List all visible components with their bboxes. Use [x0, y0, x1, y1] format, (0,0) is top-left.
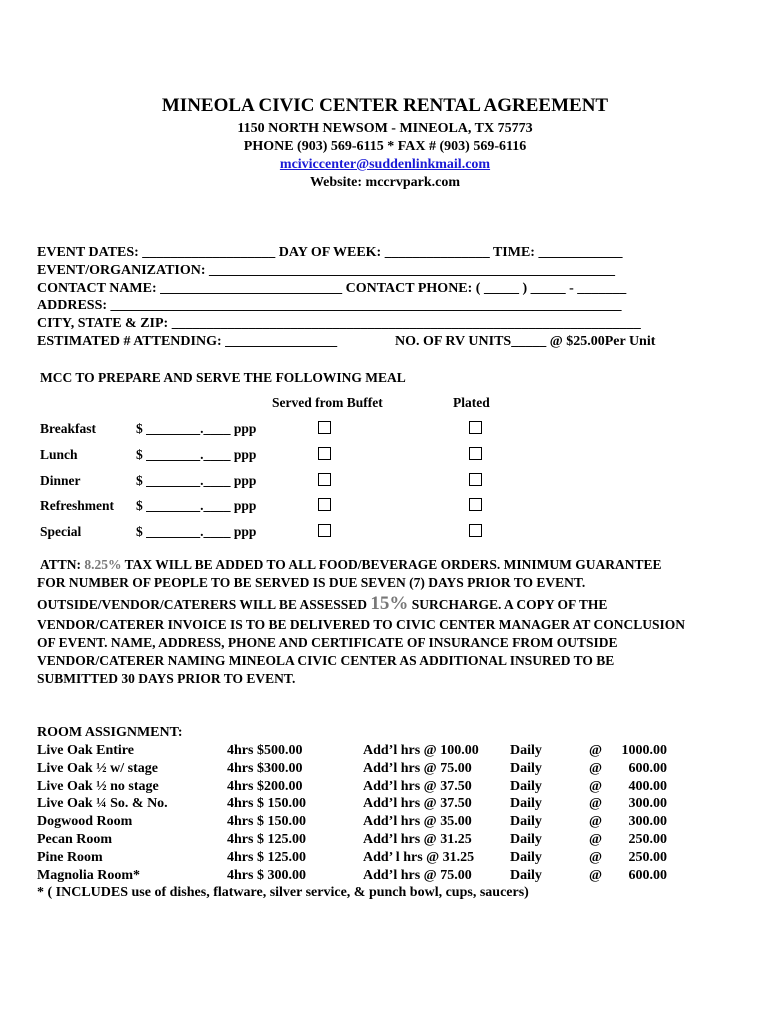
plated-checkbox[interactable]: [469, 421, 482, 434]
room-additional-hours: Add’l hrs @ 75.00: [363, 760, 472, 776]
room-base-rate: 4hrs $200.00: [227, 778, 303, 794]
room-at-symbol: @: [589, 867, 603, 883]
col-plated-header: Plated: [453, 395, 490, 410]
room-base-rate: 4hrs $ 150.00: [227, 796, 306, 812]
room-additional-hours: Add’l hrs @ 75.00: [363, 867, 472, 883]
event-organization-line[interactable]: EVENT/ORGANIZATION: __________________________________________________________: [37, 263, 616, 278]
room-at-symbol: @: [589, 796, 603, 812]
plated-checkbox[interactable]: [469, 524, 482, 537]
room-daily-rate: 250.00: [628, 832, 667, 847]
contact-line[interactable]: CONTACT NAME: __________________________ CONTACT PHONE: ( _____ ) _____ - _______: [37, 281, 627, 296]
header-address: 1150 NORTH NEWSOM - MINEOLA, TX 75773: [237, 121, 533, 136]
col-buffet-header: Served from Buffet: [272, 395, 383, 410]
room-footnote: * ( INCLUDES use of dishes, flatware, silver service, & punch bowl, cups, saucers): [37, 885, 529, 900]
room-additional-hours: Add’l hrs @ 100.00: [363, 743, 479, 758]
notice-line-3-post: SURCHARGE. A COPY OF THE: [411, 597, 608, 612]
estimated-attending-line[interactable]: ESTIMATED # ATTENDING: ________________: [37, 334, 338, 349]
buffet-checkbox[interactable]: [318, 524, 331, 537]
room-name: Pecan Room: [37, 832, 113, 847]
meal-price-field[interactable]: $ ________.____ ppp: [136, 473, 257, 488]
notice-line-7: SUBMITTED 30 DAYS PRIOR TO EVENT.: [37, 671, 296, 686]
room-assignment-heading: ROOM ASSIGNMENT:: [37, 725, 183, 740]
room-daily-label: Daily: [510, 814, 542, 830]
room-base-rate: 4hrs $ 300.00: [227, 867, 306, 883]
meal-row-label: Lunch: [40, 447, 78, 462]
room-base-rate: 4hrs $500.00: [227, 743, 303, 758]
page-title: MINEOLA CIVIC CENTER RENTAL AGREEMENT: [161, 95, 609, 116]
room-base-rate: 4hrs $ 125.00: [227, 849, 306, 865]
room-daily-label: Daily: [510, 832, 542, 847]
room-name: Live Oak ½ w/ stage: [37, 760, 158, 776]
room-name: Live Oak ¼ So. & No.: [37, 796, 168, 812]
meal-row-label: Dinner: [40, 473, 81, 488]
meal-price-field[interactable]: $ ________.____ ppp: [136, 524, 257, 539]
header-website: Website: mccrvpark.com: [309, 175, 461, 190]
room-daily-rate: 1000.00: [621, 743, 667, 758]
city-state-zip-line[interactable]: CITY, STATE & ZIP: ___________________________________________________________________: [37, 316, 641, 331]
room-at-symbol: @: [589, 743, 603, 758]
room-daily-rate: 250.00: [628, 849, 667, 865]
room-at-symbol: @: [589, 778, 603, 794]
header-phone-fax: PHONE (903) 569-6115 * FAX # (903) 569-6116: [243, 139, 527, 154]
room-additional-hours: Add’l hrs @ 37.50: [363, 778, 472, 794]
room-daily-rate: 600.00: [628, 867, 667, 883]
room-additional-hours: Add’l hrs @ 37.50: [363, 796, 472, 812]
room-base-rate: 4hrs $ 125.00: [227, 832, 306, 847]
notice-line-1-text: TAX WILL BE ADDED TO ALL FOOD/BEVERAGE ORDERS. MINIMUM GUARANTEE: [124, 557, 662, 572]
room-daily-rate: 300.00: [628, 814, 667, 830]
buffet-checkbox[interactable]: [318, 498, 331, 511]
room-name: Pine Room: [37, 849, 103, 865]
room-base-rate: 4hrs $300.00: [227, 760, 303, 776]
room-daily-label: Daily: [510, 796, 542, 812]
room-at-symbol: @: [589, 849, 603, 865]
plated-checkbox[interactable]: [469, 447, 482, 460]
room-daily-label: Daily: [510, 849, 542, 865]
room-additional-hours: Add’l hrs @ 35.00: [363, 814, 472, 830]
rv-units-line[interactable]: NO. OF RV UNITS_____ @ $25.00Per Unit: [395, 334, 656, 349]
room-name: Dogwood Room: [37, 814, 133, 830]
buffet-checkbox[interactable]: [318, 447, 331, 460]
email-link[interactable]: mciviccenter@suddenlinkmail.com: [279, 157, 491, 172]
meal-price-field[interactable]: $ ________.____ ppp: [136, 498, 257, 513]
room-daily-label: Daily: [510, 760, 542, 776]
room-additional-hours: Add’l hrs @ 31.25: [363, 832, 472, 847]
meal-price-field[interactable]: $ ________.____ ppp: [136, 447, 257, 462]
plated-checkbox[interactable]: [469, 473, 482, 486]
room-daily-label: Daily: [510, 778, 542, 794]
notice-line-5: OF EVENT. NAME, ADDRESS, PHONE AND CERTIFICATE OF INSURANCE FROM OUTSIDE: [37, 635, 618, 650]
room-at-symbol: @: [589, 832, 603, 847]
notice-line-4: VENDOR/CATERER INVOICE IS TO BE DELIVERED TO CIVIC CENTER MANAGER AT CONCLUSION: [37, 617, 685, 632]
meal-row-label: Breakfast: [40, 421, 96, 436]
room-name: Live Oak Entire: [37, 743, 134, 758]
meal-row-label: Refreshment: [40, 498, 114, 513]
address-line[interactable]: ADDRESS: _________________________________________________________________________: [37, 298, 622, 313]
room-at-symbol: @: [589, 814, 603, 830]
notice-line-3: [37, 593, 607, 615]
room-daily-label: Daily: [510, 743, 542, 758]
meal-row-label: Special: [40, 524, 82, 539]
room-daily-rate: 600.00: [628, 760, 667, 776]
meal-price-field[interactable]: $ ________.____ ppp: [136, 421, 257, 436]
room-name: Live Oak ½ no stage: [37, 778, 159, 794]
attn-label: ATTN:: [40, 557, 82, 572]
surcharge-rate: 15%: [370, 593, 409, 614]
event-dates-line[interactable]: EVENT DATES: ___________________ DAY OF WEEK: _______________ TIME: ____________: [37, 245, 623, 260]
buffet-checkbox[interactable]: [318, 473, 331, 486]
notice-line-3-pre: OUTSIDE/VENDOR/CATERERS WILL BE ASSESSED: [37, 597, 367, 612]
room-daily-rate: 300.00: [628, 796, 667, 812]
tax-rate: 8.25%: [84, 557, 122, 572]
room-base-rate: 4hrs $ 150.00: [227, 814, 306, 830]
buffet-checkbox[interactable]: [318, 421, 331, 434]
room-additional-hours: Add’ l hrs @ 31.25: [363, 849, 475, 865]
room-at-symbol: @: [589, 760, 603, 776]
notice-line-1: [40, 557, 662, 573]
notice-line-2: FOR NUMBER OF PEOPLE TO BE SERVED IS DUE SEVEN (7) DAYS PRIOR TO EVENT.: [37, 575, 586, 590]
room-name: Magnolia Room*: [37, 867, 141, 883]
meal-heading: MCC TO PREPARE AND SERVE THE FOLLOWING MEAL: [40, 370, 406, 385]
room-daily-rate: 400.00: [628, 778, 667, 794]
plated-checkbox[interactable]: [469, 498, 482, 511]
notice-line-6: VENDOR/CATERER NAMING MINEOLA CIVIC CENTER AS ADDITIONAL INSURED TO BE: [37, 653, 615, 668]
room-daily-label: Daily: [510, 867, 542, 883]
